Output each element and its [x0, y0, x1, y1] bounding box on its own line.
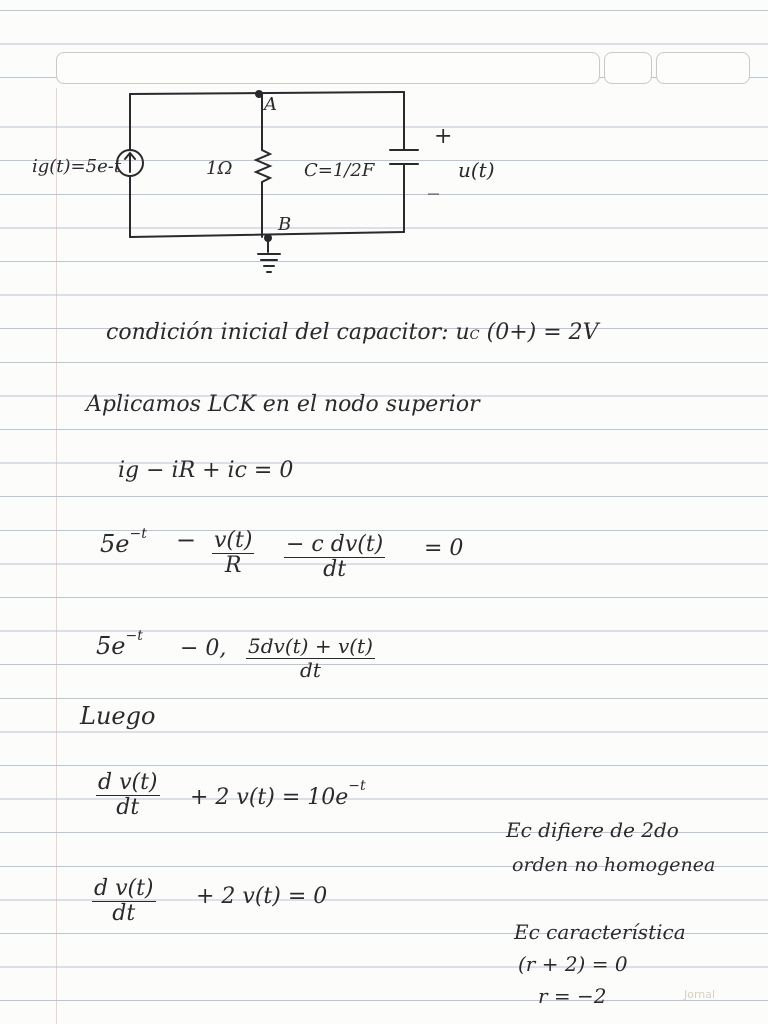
node-a-dot [255, 90, 263, 98]
equation-4-rest [190, 778, 366, 810]
node-b-dot [264, 234, 272, 242]
equation-2-exponent: −t [129, 526, 147, 542]
equation-2-base: 5e [100, 530, 130, 558]
equation-5-rest: + 2 v(t) = 0 [196, 884, 328, 909]
fraction-numerator: d v(t) [98, 770, 158, 795]
equation-2-left [100, 526, 147, 558]
equation-3-exponent: −t [125, 628, 143, 644]
equation-4-body: + 2 v(t) = 10e [190, 785, 349, 810]
fraction-numerator: d v(t) [94, 876, 154, 901]
node-b-label: B [278, 214, 292, 235]
fraction-numerator: 5dv(t) + v(t) [248, 634, 373, 658]
equation-4-fraction [96, 770, 160, 820]
fraction-numerator: − c dv(t) [286, 532, 384, 557]
current-source-arrow [125, 153, 135, 172]
equation-2-fraction-2 [284, 532, 385, 582]
characteristic-root: r = −2 [538, 984, 607, 1008]
initial-condition-subscript: C [469, 328, 480, 343]
equation-3-fraction [246, 634, 375, 682]
luego-label: Luego [80, 702, 156, 730]
equation-4-exponent: −t [348, 778, 366, 794]
note-characteristic: Ec característica [514, 920, 686, 944]
equation-3-base: 5e [96, 632, 126, 660]
initial-condition-text: condición inicial del capacitor: u [106, 320, 470, 345]
equation-2-fraction-1 [212, 528, 254, 578]
kcl-equation: ig − iR + ic = 0 [118, 458, 294, 483]
voltage-label: u(t) [458, 158, 495, 182]
ground-symbol [258, 240, 280, 272]
source-label: ig(t)=5e-t [32, 156, 122, 177]
wire-resistor [256, 94, 270, 237]
equation-2-rhs: = 0 [424, 536, 464, 561]
fraction-denominator: dt [300, 658, 321, 682]
minus-sign: _ [428, 170, 439, 195]
fraction-numerator: v(t) [214, 528, 253, 553]
note-differential-line-1: Ec difiere de 2do [506, 818, 679, 842]
capacitor-label: C=1/2F [304, 160, 375, 181]
characteristic-equation: (r + 2) = 0 [518, 952, 628, 976]
resistor-label: 1Ω [206, 158, 233, 179]
plus-sign: + [434, 124, 453, 149]
initial-condition-value: (0+) = 2V [479, 320, 599, 345]
equation-3-mid: − 0, [180, 636, 227, 661]
fraction-denominator: R [224, 553, 242, 578]
note-differential-line-2: orden no homogenea [512, 854, 716, 876]
equation-3-left [96, 628, 143, 660]
equation-5-fraction [92, 876, 156, 926]
fraction-denominator: dt [116, 795, 140, 820]
fraction-denominator: dt [112, 901, 136, 926]
app-watermark: Jornal [684, 988, 716, 1001]
apply-kcl-line: Aplicamos LCK en el nodo superior [86, 392, 480, 417]
initial-condition [106, 320, 599, 345]
node-a-label: A [264, 94, 277, 115]
equation-2-minus: − [176, 526, 197, 554]
fraction-denominator: dt [323, 557, 347, 582]
